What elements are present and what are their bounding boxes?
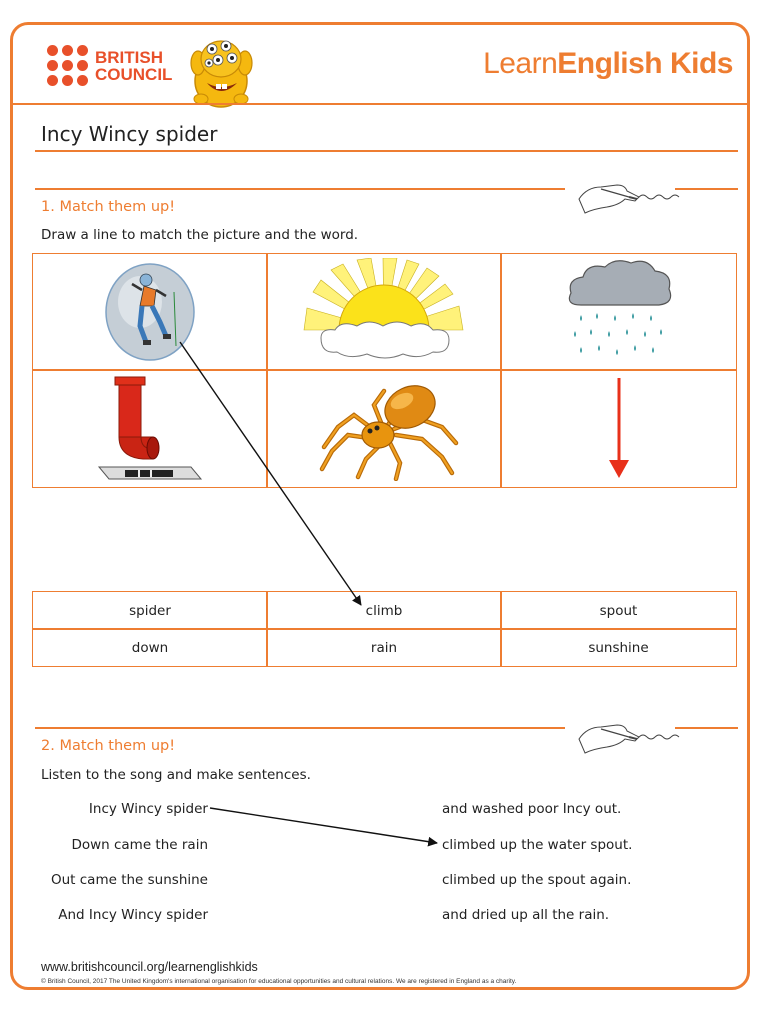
section2-heading: 2. Match them up!: [41, 738, 176, 754]
spider-icon: [304, 377, 464, 481]
british-council-logo: [47, 45, 172, 86]
header: [13, 25, 747, 105]
picture-spider[interactable]: [266, 369, 502, 488]
word-cell[interactable]: spider: [32, 591, 268, 630]
sunshine-icon: [299, 258, 469, 366]
picture-water-spout[interactable]: [32, 369, 268, 488]
sentence-start[interactable]: And Incy Wincy spider: [58, 907, 208, 923]
word-cell[interactable]: climb: [266, 591, 502, 630]
picture-climber[interactable]: [32, 253, 268, 371]
section1-instruction: Draw a line to match the picture and the word.: [41, 227, 359, 243]
section2-instruction: Listen to the song and make sentences.: [41, 767, 311, 783]
section2-divider: [35, 727, 565, 729]
org-name-line2: COUNCIL: [95, 64, 173, 84]
word-grid: [33, 592, 736, 666]
word-cell[interactable]: down: [32, 628, 268, 667]
sentence-start[interactable]: Out came the sunshine: [50, 872, 208, 888]
writing-hand-icon: [569, 715, 689, 759]
learnenglish-kids-brand: LearnEnglish Kids: [483, 47, 733, 80]
writing-hand-icon: [569, 175, 689, 219]
section1-heading: 1. Match them up!: [41, 199, 176, 215]
footer-url[interactable]: www.britishcouncil.org/learnenglishkids: [41, 960, 258, 974]
sentence-start[interactable]: Incy Wincy spider: [88, 801, 208, 817]
picture-grid: [33, 254, 736, 487]
sentence-end[interactable]: climbed up the water spout.: [442, 837, 633, 853]
word-cell[interactable]: sunshine: [500, 628, 737, 667]
picture-down-arrow[interactable]: [500, 369, 737, 488]
down-arrow-icon: [599, 374, 639, 484]
picture-rain-cloud[interactable]: [500, 253, 737, 371]
header-divider: [13, 103, 747, 105]
picture-sunshine[interactable]: [266, 253, 502, 371]
logo-dots-icon: [47, 45, 88, 86]
title-divider: [35, 150, 738, 152]
climber-icon: [100, 262, 200, 362]
org-name-line1: BRITISH: [95, 47, 163, 67]
sentence-end[interactable]: and washed poor Incy out.: [442, 801, 622, 817]
footer-copyright: © British Council, 2017 The United Kingdom's international organisation for educational opportunities and cultural relations. We are registered in England as a charity.: [41, 978, 517, 985]
word-cell[interactable]: rain: [266, 628, 502, 667]
section1-divider: [35, 188, 565, 190]
worksheet-frame: [10, 22, 750, 990]
word-cell[interactable]: spout: [500, 591, 737, 630]
page-title: Incy Wincy spider: [41, 122, 218, 146]
monster-mascot-icon: [181, 33, 261, 111]
sentence-end[interactable]: climbed up the spout again.: [442, 872, 632, 888]
water-spout-icon: [95, 375, 205, 483]
sentence-end[interactable]: and dried up all the rain.: [442, 907, 610, 923]
sentence-start[interactable]: Down came the rain: [71, 837, 208, 853]
rain-cloud-icon: [559, 257, 679, 367]
